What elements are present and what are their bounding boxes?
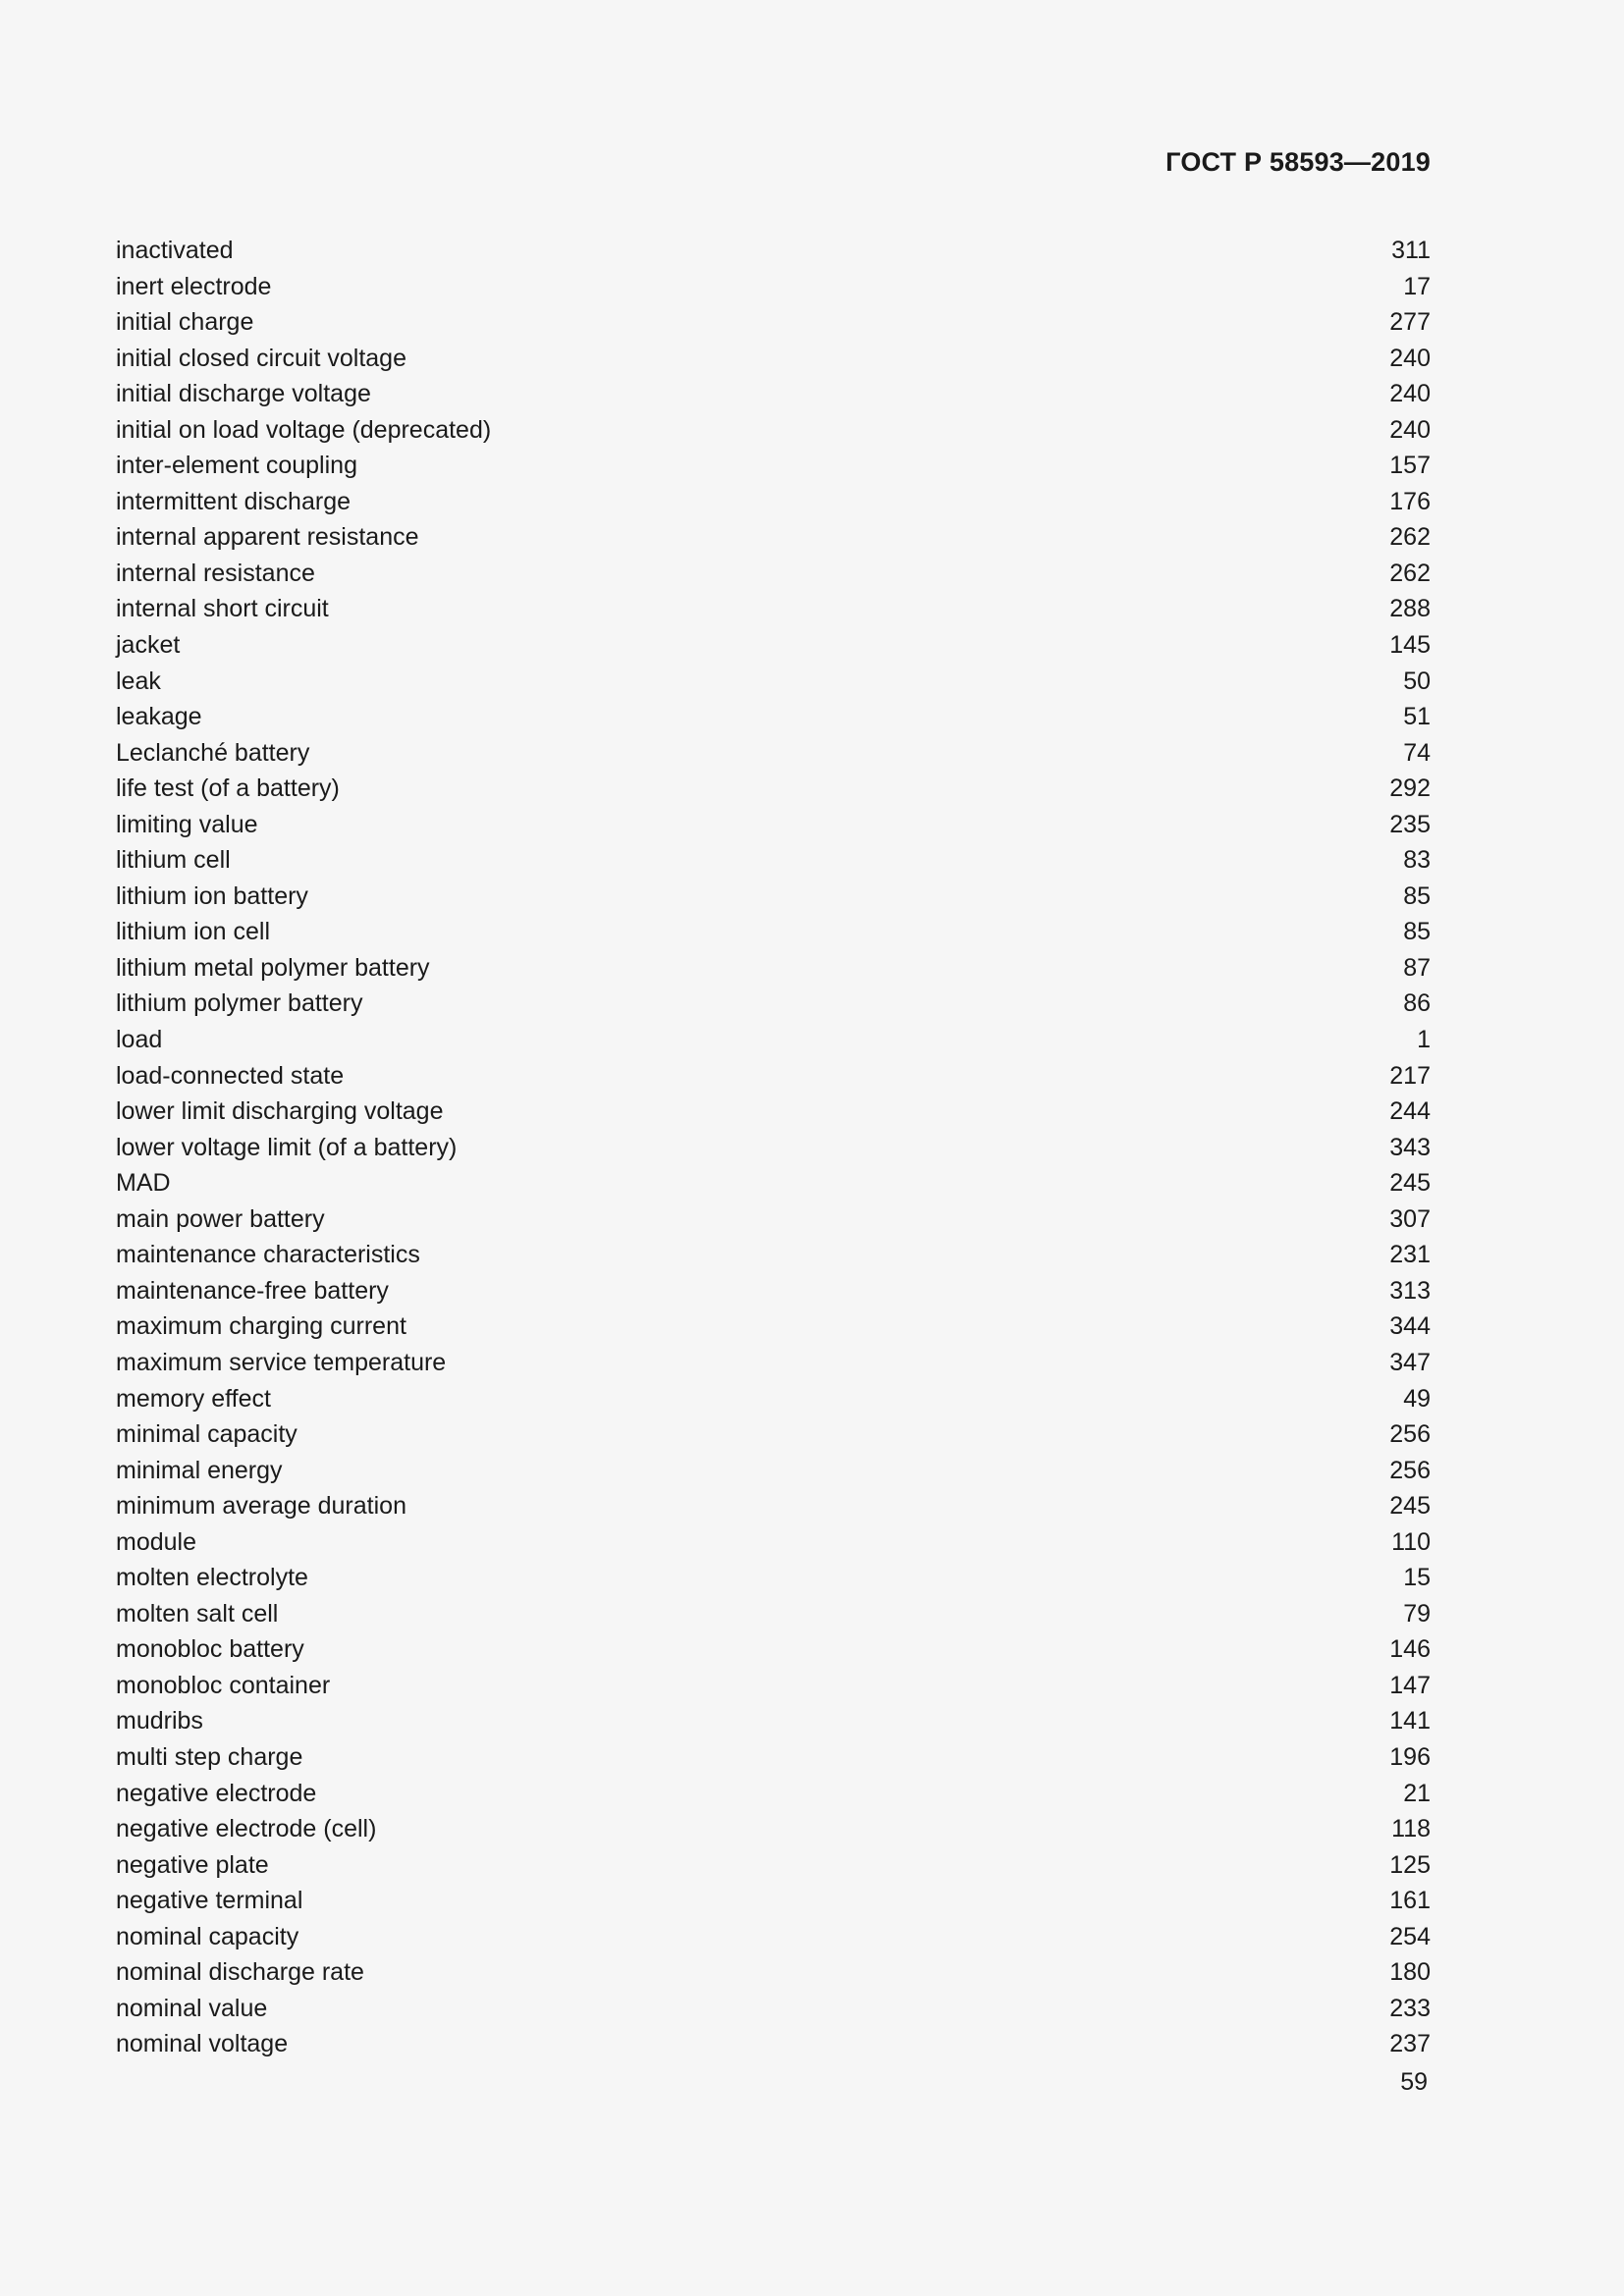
index-term: load <box>116 1026 163 1054</box>
index-page-ref: 74 <box>1403 738 1431 767</box>
index-page-ref: 240 <box>1389 344 1431 372</box>
index-term: nominal discharge rate <box>116 1958 364 1987</box>
index-entry <box>116 519 1431 556</box>
index-entry <box>116 1201 1431 1238</box>
index-page-ref: 118 <box>1391 1815 1431 1843</box>
index-term: Leclanché battery <box>116 738 310 767</box>
index-page-ref: 146 <box>1389 1635 1431 1664</box>
index-entry <box>116 1919 1431 1955</box>
index-term: molten salt cell <box>116 1599 279 1628</box>
index-term: module <box>116 1527 196 1556</box>
index-entry <box>116 341 1431 377</box>
index-term: leak <box>116 667 161 695</box>
index-entry <box>116 1847 1431 1884</box>
index-page-ref: 262 <box>1389 523 1431 552</box>
index-entry <box>116 1165 1431 1201</box>
page-number: 59 <box>1400 2068 1428 2096</box>
index-entry <box>116 735 1431 772</box>
index-page-ref: 176 <box>1389 487 1431 515</box>
index-page-ref: 49 <box>1403 1384 1431 1413</box>
index-entry <box>116 1954 1431 1991</box>
index-page-ref: 344 <box>1389 1312 1431 1341</box>
index-term: nominal voltage <box>116 2030 289 2058</box>
index-entry <box>116 1488 1431 1524</box>
index-term: jacket <box>116 631 181 660</box>
index-page-ref: 87 <box>1403 953 1431 982</box>
index-term: monobloc container <box>116 1671 331 1699</box>
index-entry <box>116 879 1431 915</box>
index-term: maximum charging current <box>116 1312 406 1341</box>
index-term: intermittent discharge <box>116 487 352 515</box>
index-term: lithium metal polymer battery <box>116 953 430 982</box>
index-term: initial on load voltage (deprecated) <box>116 415 492 444</box>
index-page-ref: 240 <box>1389 415 1431 444</box>
index-page-ref: 254 <box>1389 1922 1431 1950</box>
index-term: lower voltage limit (of a battery) <box>116 1133 458 1161</box>
index-term: inert electrode <box>116 272 272 300</box>
index-entry <box>116 448 1431 484</box>
index-page-ref: 51 <box>1403 703 1431 731</box>
index-term: inter-element coupling <box>116 452 357 480</box>
index-term: maximum service temperature <box>116 1348 447 1376</box>
index-term: lithium ion battery <box>116 881 308 910</box>
index-term: initial charge <box>116 308 254 337</box>
index-term: minimum average duration <box>116 1492 406 1521</box>
index-entry <box>116 1883 1431 1919</box>
index-term: internal resistance <box>116 559 315 587</box>
index-entry <box>116 304 1431 341</box>
index-page-ref: 292 <box>1389 774 1431 803</box>
index-entry <box>116 1130 1431 1166</box>
index-entry <box>116 1811 1431 1847</box>
index-page-ref: 85 <box>1403 918 1431 946</box>
index-term: load-connected state <box>116 1061 345 1090</box>
index-entry <box>116 1668 1431 1704</box>
index-entry <box>116 2026 1431 2062</box>
index-term: nominal capacity <box>116 1922 299 1950</box>
index-term: maintenance-free battery <box>116 1276 389 1305</box>
index-term: lower limit discharging voltage <box>116 1097 444 1126</box>
index-page-ref: 244 <box>1389 1097 1431 1126</box>
index-entry <box>116 1273 1431 1309</box>
index-entry <box>116 771 1431 807</box>
index-page-ref: 307 <box>1389 1204 1431 1233</box>
index-entry <box>116 807 1431 843</box>
index-entry <box>116 627 1431 664</box>
index-entry <box>116 1703 1431 1739</box>
index-page-ref: 245 <box>1389 1169 1431 1198</box>
index-entry <box>116 1094 1431 1130</box>
index-term: nominal value <box>116 1994 268 2022</box>
index-term: main power battery <box>116 1204 325 1233</box>
index-page-ref: 343 <box>1389 1133 1431 1161</box>
index-page-ref: 21 <box>1403 1779 1431 1807</box>
index-page-ref: 50 <box>1403 667 1431 695</box>
index-page-ref: 235 <box>1389 810 1431 838</box>
index-page-ref: 196 <box>1389 1742 1431 1771</box>
index-page-ref: 86 <box>1403 989 1431 1018</box>
index-entry <box>116 664 1431 700</box>
index-entry <box>116 1308 1431 1345</box>
index-page-ref: 313 <box>1389 1276 1431 1305</box>
index-page-ref: 217 <box>1389 1061 1431 1090</box>
index-entry <box>116 1453 1431 1489</box>
index-page-ref: 277 <box>1389 308 1431 337</box>
index-page-ref: 233 <box>1389 1994 1431 2022</box>
index-term: memory effect <box>116 1384 271 1413</box>
index-term: internal short circuit <box>116 595 329 623</box>
index-term: negative electrode (cell) <box>116 1815 377 1843</box>
index-entry <box>116 1416 1431 1453</box>
index-entry <box>116 556 1431 592</box>
index-term: MAD <box>116 1169 171 1198</box>
index-page-ref: 245 <box>1389 1492 1431 1521</box>
index-page-ref: 83 <box>1403 846 1431 875</box>
index-term: initial closed circuit voltage <box>116 344 406 372</box>
index-term: limiting value <box>116 810 258 838</box>
index-entry <box>116 1022 1431 1058</box>
index-term: inactivated <box>116 237 234 264</box>
index-term: minimal capacity <box>116 1420 298 1449</box>
index-entry <box>116 1776 1431 1812</box>
index-entry <box>116 699 1431 735</box>
index-entry <box>116 1524 1431 1561</box>
index-entry <box>116 1991 1431 2027</box>
index-term: leakage <box>116 703 202 731</box>
index-page-ref: 161 <box>1389 1887 1431 1915</box>
index-term: negative electrode <box>116 1779 317 1807</box>
index-page-ref: 147 <box>1389 1671 1431 1699</box>
index-entry <box>116 842 1431 879</box>
index-page-ref: 256 <box>1389 1420 1431 1449</box>
index-page-ref: 180 <box>1389 1958 1431 1987</box>
index-term: mudribs <box>116 1707 203 1735</box>
index-entry <box>116 412 1431 449</box>
index-page-ref: 145 <box>1389 631 1431 660</box>
index-entry <box>116 1058 1431 1095</box>
index-entry <box>116 1381 1431 1417</box>
index-page-ref: 288 <box>1389 595 1431 623</box>
index-page-ref: 240 <box>1389 380 1431 408</box>
index-entry <box>116 1631 1431 1668</box>
index-term: minimal energy <box>116 1456 283 1484</box>
index-page-ref: 17 <box>1403 272 1431 300</box>
index-term: multi step charge <box>116 1742 303 1771</box>
document-code-header: ГОСТ Р 58593—2019 <box>1165 147 1431 177</box>
index-page-ref: 347 <box>1389 1348 1431 1376</box>
index-term: internal apparent resistance <box>116 523 419 552</box>
index-entry <box>116 986 1431 1022</box>
index-page-ref: 125 <box>1389 1850 1431 1879</box>
index-entry <box>116 1345 1431 1381</box>
index-term: life test (of a battery) <box>116 774 340 803</box>
index-term: lithium ion cell <box>116 918 271 946</box>
index-entry <box>116 950 1431 987</box>
index-page-ref: 110 <box>1391 1527 1431 1556</box>
alphabetical-index <box>116 233 1431 2062</box>
index-page-ref: 262 <box>1389 559 1431 587</box>
index-entry <box>116 233 1431 269</box>
index-page-ref: 157 <box>1389 452 1431 480</box>
index-term: molten electrolyte <box>116 1564 308 1592</box>
index-page-ref: 237 <box>1389 2030 1431 2058</box>
index-entry <box>116 914 1431 950</box>
index-entry <box>116 1739 1431 1776</box>
index-entry <box>116 591 1431 627</box>
index-term: maintenance characteristics <box>116 1241 420 1269</box>
index-term: monobloc battery <box>116 1635 304 1664</box>
index-entry <box>116 376 1431 412</box>
index-page-ref: 79 <box>1403 1599 1431 1628</box>
index-term: negative plate <box>116 1850 269 1879</box>
index-page-ref: 231 <box>1389 1241 1431 1269</box>
index-page-ref: 15 <box>1403 1564 1431 1592</box>
index-page-ref: 311 <box>1391 237 1431 264</box>
index-page-ref: 141 <box>1389 1707 1431 1735</box>
index-page-ref: 256 <box>1389 1456 1431 1484</box>
index-term: negative terminal <box>116 1887 303 1915</box>
index-term: lithium polymer battery <box>116 989 363 1018</box>
index-entry <box>116 1560 1431 1596</box>
index-entry <box>116 1237 1431 1273</box>
index-page-ref: 1 <box>1417 1026 1431 1054</box>
index-page-ref: 85 <box>1403 881 1431 910</box>
index-entry <box>116 269 1431 305</box>
index-term: lithium cell <box>116 846 231 875</box>
index-entry <box>116 484 1431 520</box>
index-entry <box>116 1596 1431 1632</box>
index-term: initial discharge voltage <box>116 380 371 408</box>
